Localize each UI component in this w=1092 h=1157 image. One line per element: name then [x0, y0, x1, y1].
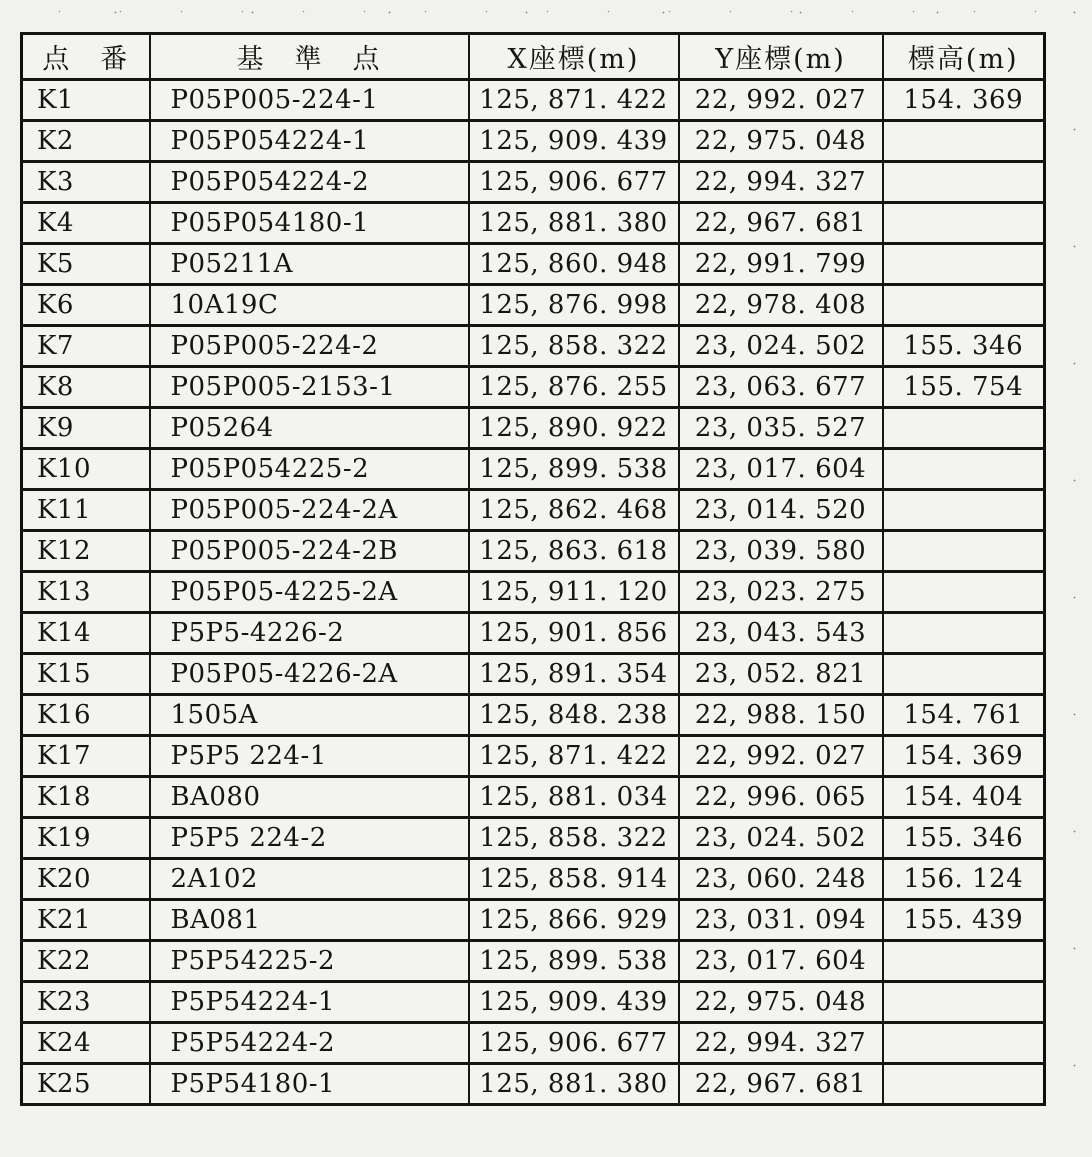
- cell-point-no: K6: [22, 285, 150, 326]
- column-header-ref-point: 基 準 点: [150, 34, 469, 80]
- cell-y-coord: 23, 031. 094: [679, 900, 883, 941]
- cell-point-no: K8: [22, 367, 150, 408]
- cell-x-coord: 125, 891. 354: [469, 654, 679, 695]
- cell-ref-point: P05P054180-1: [150, 203, 469, 244]
- cell-x-coord: 125, 881. 034: [469, 777, 679, 818]
- cell-y-coord: 22, 967. 681: [679, 203, 883, 244]
- cell-y-coord: 23, 017. 604: [679, 941, 883, 982]
- cell-elevation: 154. 369: [883, 736, 1045, 777]
- cell-elevation: 154. 369: [883, 80, 1045, 121]
- cell-y-coord: 22, 996. 065: [679, 777, 883, 818]
- cell-point-no: K15: [22, 654, 150, 695]
- cell-elevation: 155. 439: [883, 900, 1045, 941]
- table-row: [22, 695, 1045, 736]
- cell-point-no: K4: [22, 203, 150, 244]
- cell-y-coord: 22, 991. 799: [679, 244, 883, 285]
- cell-elevation: [883, 1064, 1045, 1105]
- cell-x-coord: 125, 871. 422: [469, 80, 679, 121]
- table-row: [22, 244, 1045, 285]
- cell-elevation: [883, 449, 1045, 490]
- cell-elevation: [883, 654, 1045, 695]
- control-point-coordinate-table: [20, 32, 1046, 1106]
- cell-x-coord: 125, 899. 538: [469, 449, 679, 490]
- cell-elevation: [883, 982, 1045, 1023]
- cell-ref-point: 10A19C: [150, 285, 469, 326]
- cell-y-coord: 22, 994. 327: [679, 1023, 883, 1064]
- cell-y-coord: 22, 975. 048: [679, 121, 883, 162]
- table-row: [22, 613, 1045, 654]
- cell-y-coord: 22, 992. 027: [679, 80, 883, 121]
- cell-x-coord: 125, 911. 120: [469, 572, 679, 613]
- cell-y-coord: 23, 024. 502: [679, 326, 883, 367]
- cell-y-coord: 22, 992. 027: [679, 736, 883, 777]
- cell-ref-point: P05P005-224-1: [150, 80, 469, 121]
- cell-elevation: 156. 124: [883, 859, 1045, 900]
- cell-x-coord: 125, 909. 439: [469, 982, 679, 1023]
- cell-point-no: K9: [22, 408, 150, 449]
- cell-x-coord: 125, 876. 998: [469, 285, 679, 326]
- table-row: [22, 900, 1045, 941]
- cell-elevation: 154. 761: [883, 695, 1045, 736]
- cell-elevation: [883, 613, 1045, 654]
- table-row: [22, 367, 1045, 408]
- cell-x-coord: 125, 906. 677: [469, 162, 679, 203]
- cell-elevation: [883, 203, 1045, 244]
- cell-elevation: 155. 754: [883, 367, 1045, 408]
- cell-point-no: K17: [22, 736, 150, 777]
- cell-x-coord: 125, 909. 439: [469, 121, 679, 162]
- cell-point-no: K22: [22, 941, 150, 982]
- cell-elevation: [883, 244, 1045, 285]
- cell-elevation: [883, 531, 1045, 572]
- cell-x-coord: 125, 860. 948: [469, 244, 679, 285]
- cell-elevation: [883, 408, 1045, 449]
- cell-y-coord: 23, 017. 604: [679, 449, 883, 490]
- table-row: [22, 859, 1045, 900]
- cell-ref-point: P05P005-2153-1: [150, 367, 469, 408]
- cell-x-coord: 125, 881. 380: [469, 1064, 679, 1105]
- table-row: [22, 1064, 1045, 1105]
- table-row: [22, 490, 1045, 531]
- table-body: [22, 80, 1045, 1105]
- cell-point-no: K1: [22, 80, 150, 121]
- cell-x-coord: 125, 899. 538: [469, 941, 679, 982]
- cell-x-coord: 125, 906. 677: [469, 1023, 679, 1064]
- cell-point-no: K11: [22, 490, 150, 531]
- cell-ref-point: BA080: [150, 777, 469, 818]
- table-row: [22, 408, 1045, 449]
- table-row: [22, 326, 1045, 367]
- cell-elevation: [883, 572, 1045, 613]
- table-row: [22, 654, 1045, 695]
- cell-y-coord: 23, 014. 520: [679, 490, 883, 531]
- cell-x-coord: 125, 858. 322: [469, 326, 679, 367]
- table-row: [22, 285, 1045, 326]
- table-row: [22, 818, 1045, 859]
- table-header-row: [22, 34, 1045, 80]
- table-row: [22, 941, 1045, 982]
- table-row: [22, 121, 1045, 162]
- cell-elevation: [883, 1023, 1045, 1064]
- cell-y-coord: 23, 039. 580: [679, 531, 883, 572]
- cell-x-coord: 125, 890. 922: [469, 408, 679, 449]
- table-row: [22, 162, 1045, 203]
- cell-ref-point: P05211A: [150, 244, 469, 285]
- cell-y-coord: 22, 988. 150: [679, 695, 883, 736]
- cell-elevation: [883, 162, 1045, 203]
- cell-point-no: K25: [22, 1064, 150, 1105]
- cell-point-no: K12: [22, 531, 150, 572]
- table-row: [22, 531, 1045, 572]
- cell-point-no: K13: [22, 572, 150, 613]
- cell-point-no: K3: [22, 162, 150, 203]
- cell-point-no: K24: [22, 1023, 150, 1064]
- cell-y-coord: 23, 035. 527: [679, 408, 883, 449]
- cell-ref-point: P5P54180-1: [150, 1064, 469, 1105]
- table-row: [22, 449, 1045, 490]
- cell-elevation: [883, 285, 1045, 326]
- cell-point-no: K5: [22, 244, 150, 285]
- cell-x-coord: 125, 862. 468: [469, 490, 679, 531]
- cell-point-no: K21: [22, 900, 150, 941]
- cell-elevation: [883, 490, 1045, 531]
- cell-point-no: K14: [22, 613, 150, 654]
- cell-elevation: 155. 346: [883, 818, 1045, 859]
- cell-y-coord: 22, 975. 048: [679, 982, 883, 1023]
- cell-ref-point: BA081: [150, 900, 469, 941]
- cell-ref-point: P05264: [150, 408, 469, 449]
- cell-x-coord: 125, 901. 856: [469, 613, 679, 654]
- column-header-y-coord: Y座標(m): [679, 34, 883, 80]
- cell-ref-point: P5P5 224-1: [150, 736, 469, 777]
- cell-point-no: K19: [22, 818, 150, 859]
- column-header-x-coord: X座標(m): [469, 34, 679, 80]
- cell-point-no: K2: [22, 121, 150, 162]
- cell-ref-point: 1505A: [150, 695, 469, 736]
- cell-y-coord: 22, 967. 681: [679, 1064, 883, 1105]
- table-row: [22, 572, 1045, 613]
- cell-ref-point: P5P5-4226-2: [150, 613, 469, 654]
- table-row: [22, 982, 1045, 1023]
- cell-ref-point: P5P54224-1: [150, 982, 469, 1023]
- cell-point-no: K10: [22, 449, 150, 490]
- table-row: [22, 1023, 1045, 1064]
- cell-x-coord: 125, 863. 618: [469, 531, 679, 572]
- cell-point-no: K20: [22, 859, 150, 900]
- cell-ref-point: P5P5 224-2: [150, 818, 469, 859]
- column-header-point-no: 点 番: [22, 34, 150, 80]
- cell-y-coord: 22, 994. 327: [679, 162, 883, 203]
- cell-point-no: K18: [22, 777, 150, 818]
- cell-y-coord: 22, 978. 408: [679, 285, 883, 326]
- cell-ref-point: P05P054225-2: [150, 449, 469, 490]
- column-header-elevation: 標高(m): [883, 34, 1045, 80]
- cell-elevation: 154. 404: [883, 777, 1045, 818]
- cell-y-coord: 23, 052. 821: [679, 654, 883, 695]
- cell-elevation: [883, 121, 1045, 162]
- cell-ref-point: P05P005-224-2: [150, 326, 469, 367]
- table-header: [22, 34, 1045, 80]
- cell-ref-point: P05P05-4225-2A: [150, 572, 469, 613]
- cell-x-coord: 125, 881. 380: [469, 203, 679, 244]
- cell-x-coord: 125, 848. 238: [469, 695, 679, 736]
- cell-y-coord: 23, 063. 677: [679, 367, 883, 408]
- cell-ref-point: P05P05-4226-2A: [150, 654, 469, 695]
- cell-ref-point: P5P54224-2: [150, 1023, 469, 1064]
- cell-elevation: 155. 346: [883, 326, 1045, 367]
- cell-x-coord: 125, 876. 255: [469, 367, 679, 408]
- cell-ref-point: P05P005-224-2A: [150, 490, 469, 531]
- cell-y-coord: 23, 060. 248: [679, 859, 883, 900]
- table-row: [22, 80, 1045, 121]
- cell-ref-point: P5P54225-2: [150, 941, 469, 982]
- cell-ref-point: P05P005-224-2B: [150, 531, 469, 572]
- table-row: [22, 777, 1045, 818]
- cell-elevation: [883, 941, 1045, 982]
- cell-y-coord: 23, 023. 275: [679, 572, 883, 613]
- cell-ref-point: P05P054224-2: [150, 162, 469, 203]
- cell-y-coord: 23, 024. 502: [679, 818, 883, 859]
- table-row: [22, 736, 1045, 777]
- cell-point-no: K16: [22, 695, 150, 736]
- cell-x-coord: 125, 858. 914: [469, 859, 679, 900]
- cell-point-no: K23: [22, 982, 150, 1023]
- cell-y-coord: 23, 043. 543: [679, 613, 883, 654]
- cell-x-coord: 125, 871. 422: [469, 736, 679, 777]
- cell-ref-point: 2A102: [150, 859, 469, 900]
- cell-point-no: K7: [22, 326, 150, 367]
- table-row: [22, 203, 1045, 244]
- cell-x-coord: 125, 858. 322: [469, 818, 679, 859]
- cell-x-coord: 125, 866. 929: [469, 900, 679, 941]
- cell-ref-point: P05P054224-1: [150, 121, 469, 162]
